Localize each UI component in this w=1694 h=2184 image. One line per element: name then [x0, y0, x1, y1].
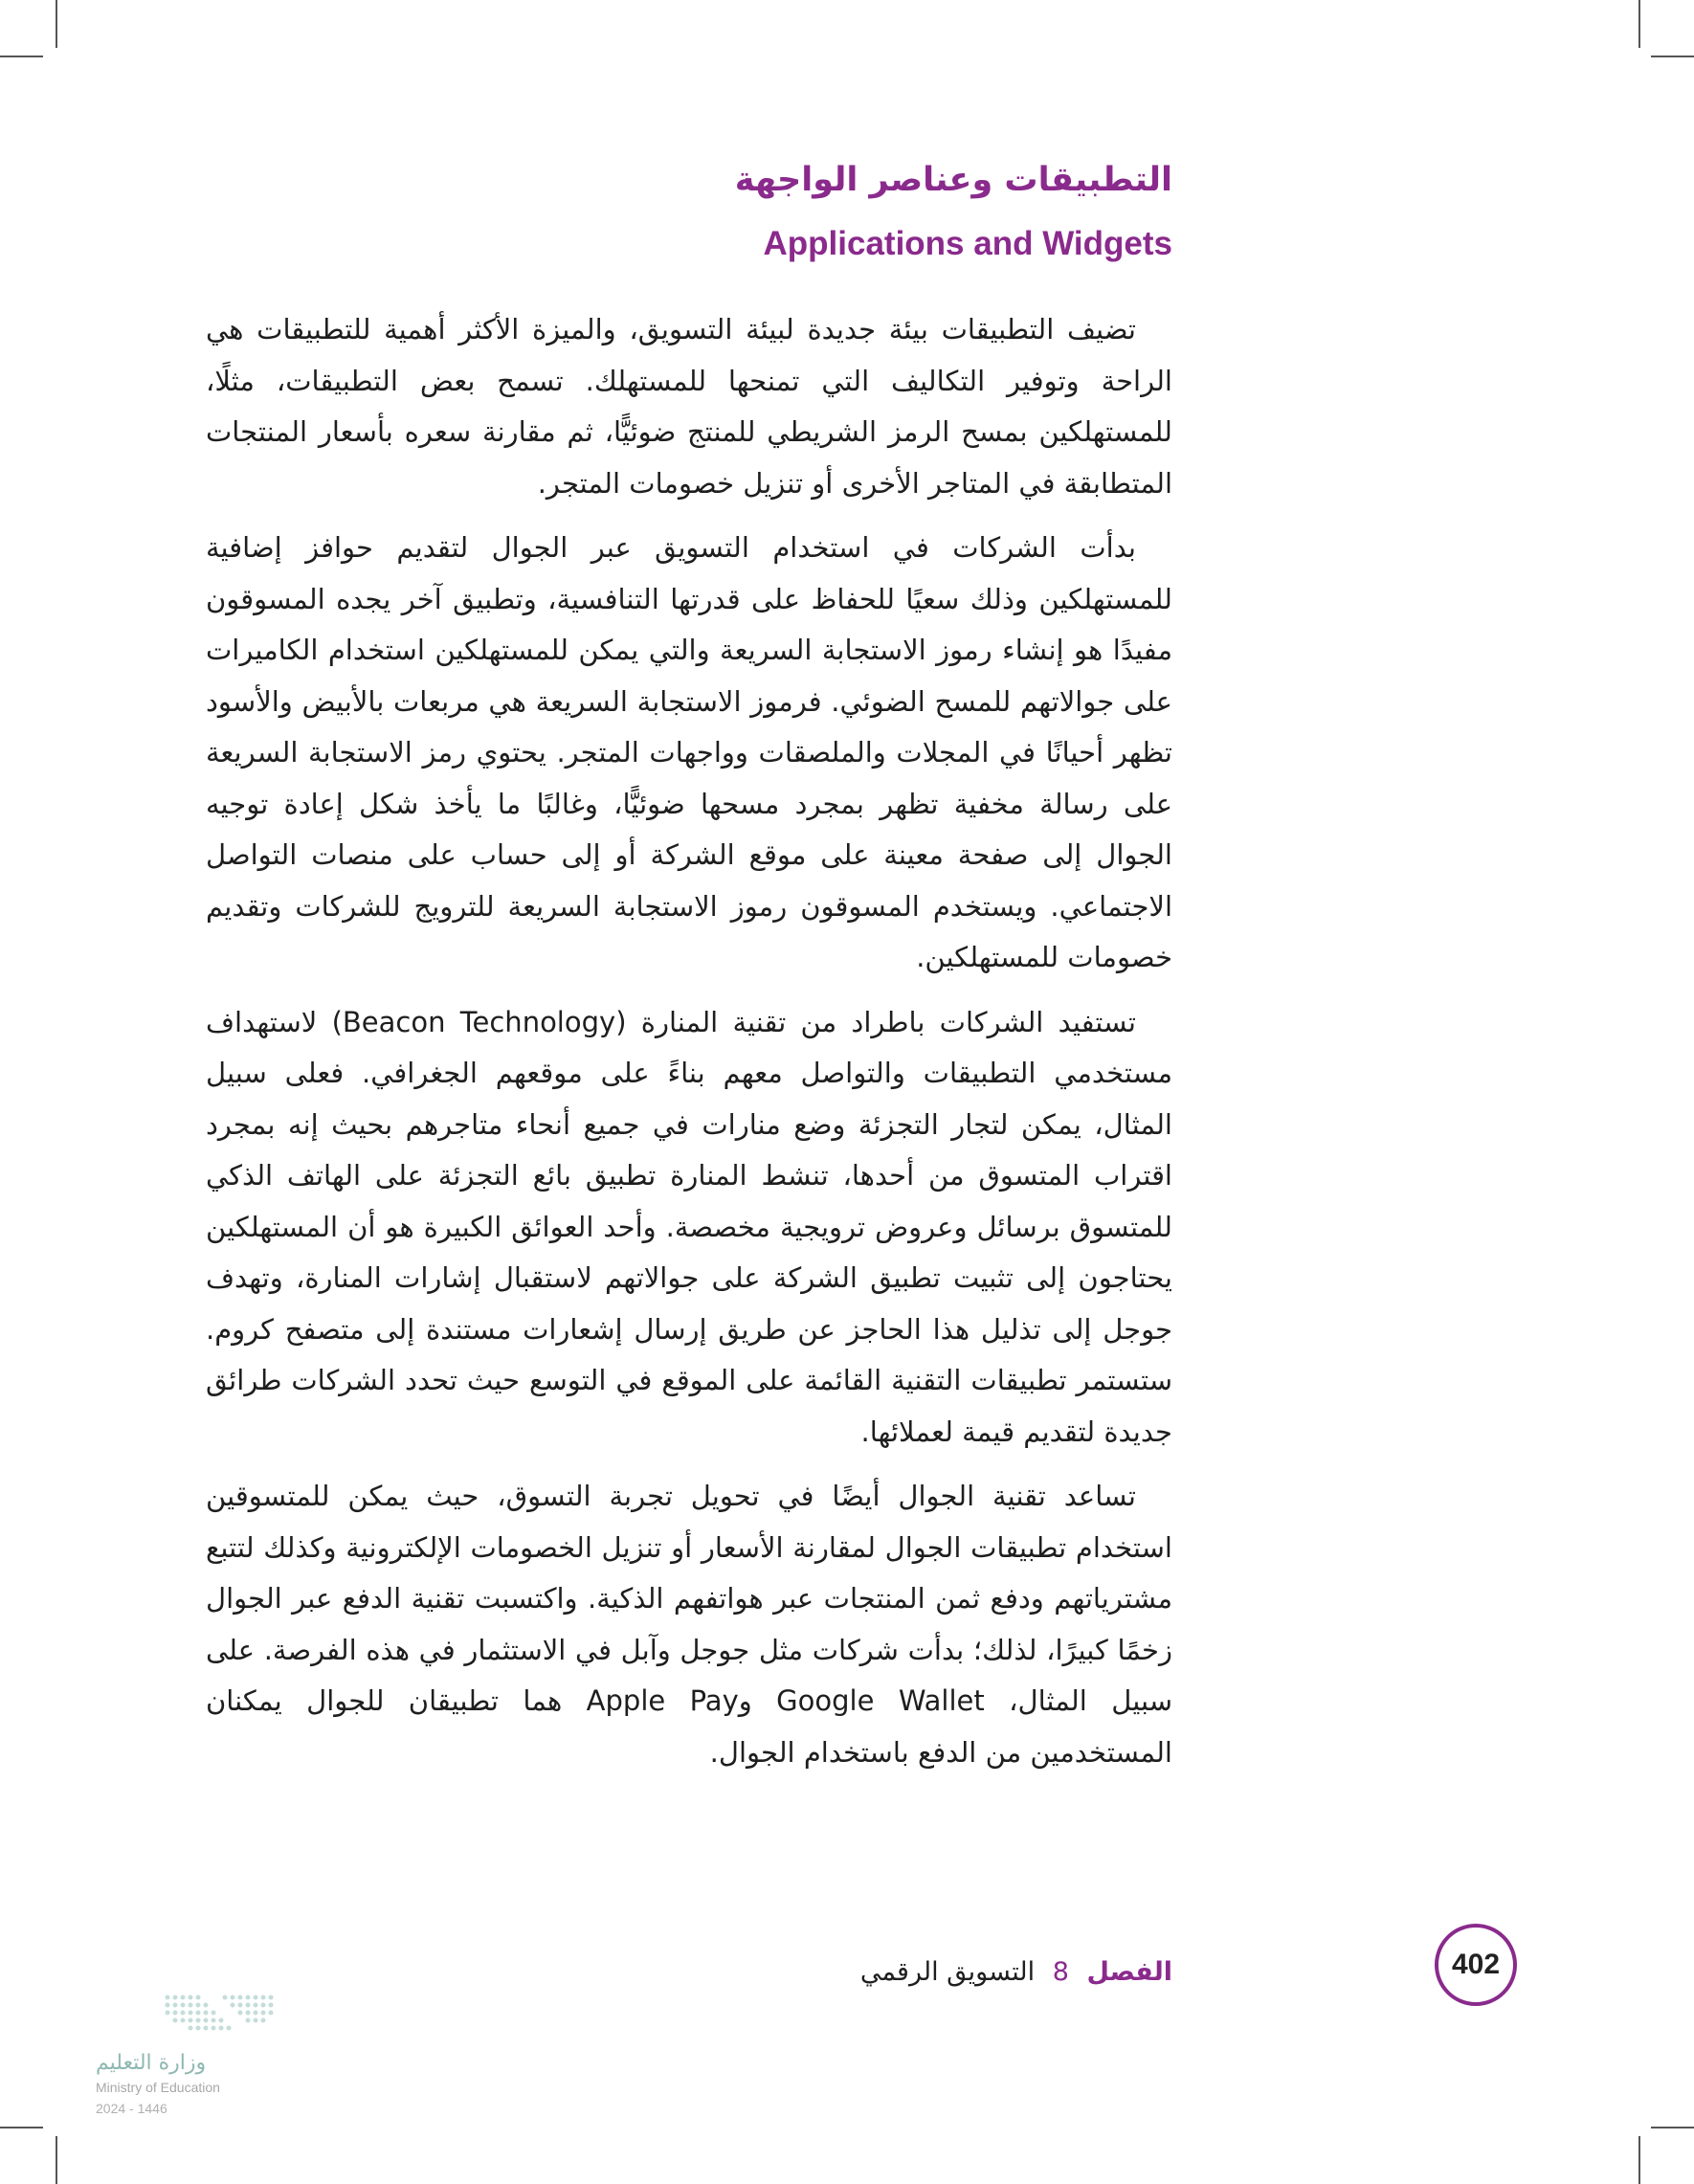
page-number: 402 [1435, 1924, 1517, 2006]
body-text [206, 304, 1172, 1792]
ministry-year: 2024 - 1446 [96, 2101, 167, 2116]
crop-mark [1638, 2136, 1640, 2184]
section-title-arabic: التطبيقات وعناصر الواجهة [734, 161, 1172, 199]
chapter-label: الفصل [1086, 1957, 1172, 1987]
chapter-title: التسويق الرقمي [859, 1957, 1036, 1987]
crop-mark [1638, 0, 1640, 48]
section-title-english: Applications and Widgets [763, 225, 1172, 262]
crop-mark [1651, 56, 1694, 57]
chapter-number: 8 [1052, 1957, 1069, 1987]
ministry-name-arabic: وزارة التعليم [96, 2051, 207, 2075]
crop-mark [0, 56, 43, 57]
crop-mark [56, 0, 57, 48]
crop-mark [0, 2127, 43, 2128]
paragraph: تستفيد الشركات باطراد من تقنية المنارة (Beacon Technology) لاستهداف مستخدمي التطبيقات والتواصل معهم بناءً على موقعهم الجغرافي. فعلى سبيل المثال، يمكن لتجار التجزئة وضع منارات في جميع أنحاء متاجرهم بحيث إنه بمجرد اقتراب المتسوق من أحدها، تنشط المنارة تطبيق بائع التجزئة على الهاتف الذكي للمتسوق برسائل وعروض ترويجية مخصصة. وأحد العوائق الكبيرة هو أن المستهلكين يحتاجون إلى تثبيت تطبيق الشركة على جوالاتهم لاستقبال إشارات المنارة، وتهدف جوجل إلى تذليل هذا الحاجز عن طريق إرسال إشعارات مستندة إلى متصفح كروم. ستستمر تطبيقات التقنية القائمة على الموقع في التوسع حيث تحدد الشركات طرائق جديدة لتقديم قيمة لعملائها. [206, 1005, 1172, 1448]
chapter-footer [860, 1957, 1172, 1987]
paragraph: تساعد تقنية الجوال أيضًا في تحويل تجربة التسوق، حيث يمكن للمتسوقين استخدام تطبيقات الجوال لمقارنة الأسعار أو تنزيل الخصومات الإلكترونية وكذلك لتتبع مشترياتهم ودفع ثمن المنتجات عبر هواتفهم الذكية. واكتسبت تقنية الدفع عبر الجوال زخمًا كبيرًا، لذلك؛ بدأت شركات مثل جوجل وآبل في الاستثمار في هذه الفرصة. على سبيل المثال، Google Wallet وApple Pay هما تطبيقان للجوال يمكنان المستخدمين من الدفع باستخدام الجوال. [206, 1480, 1172, 1769]
paragraph: تضيف التطبيقات بيئة جديدة لبيئة التسويق، والميزة الأكثر أهمية للتطبيقات هي الراحة وتوفير التكاليف التي تمنحها للمستهلك. تسمح بعض التطبيقات، مثلًا، للمستهلكين بمسح الرمز الشريطي للمنتج ضوئيًّا، ثم مقارنة سعره بأسعار المنتجات المتطابقة في المتاجر الأخرى أو تنزيل خصومات المتجر. [206, 313, 1172, 500]
ministry-name-english: Ministry of Education [96, 2080, 220, 2095]
paragraph: بدأت الشركات في استخدام التسويق عبر الجوال لتقديم حوافز إضافية للمستهلكين وذلك سعيًا للحفاظ على قدرتها التنافسية، وتطبيق آخر يجده المسوقون مفيدًا هو إنشاء رموز الاستجابة السريعة والتي يمكن للمستهلكين استخدام الكاميرات على جوالاتهم للمسح الضوئي. فرموز الاستجابة السريعة هي مربعات بالأبيض والأسود تظهر أحيانًا في المجلات والملصقات وواجهات المتجر. يحتوي رمز الاستجابة السريعة على رسالة مخفية تظهر بمجرد مسحها ضوئيًّا، وغالبًا ما يأخذ شكل إعادة توجيه الجوال إلى صفحة معينة على موقع الشركة أو إلى حساب على منصات التواصل الاجتماعي. ويستخدم المسوقون رموز الاستجابة السريعة للترويج للشركات وتقديم خصومات للمستهلكين. [206, 531, 1172, 973]
crop-mark [56, 2136, 57, 2184]
crop-mark [1651, 2127, 1694, 2128]
